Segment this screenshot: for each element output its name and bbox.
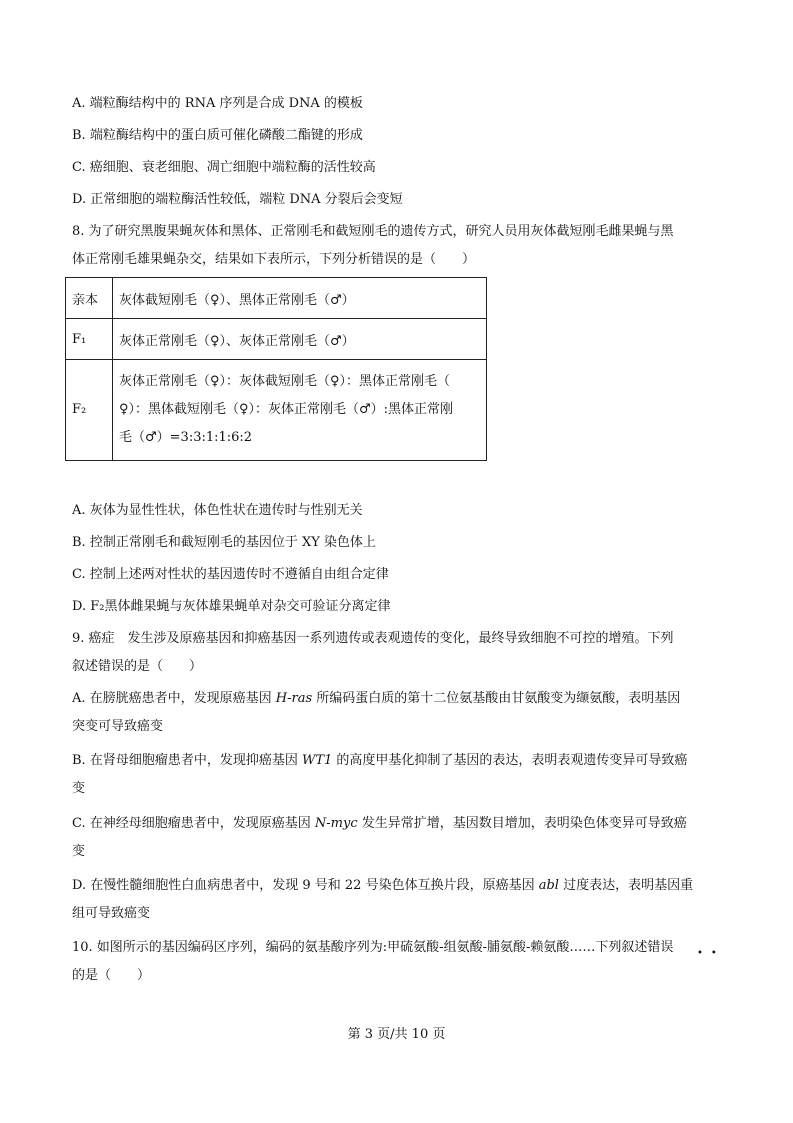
q8-stem-line1: 8. 为了研究黑腹果蝇灰体和黑体、正常刚毛和截短刚毛的遗传方式，研究人员用灰体截短刚毛雌果蝇与黑: [72, 224, 674, 239]
table-row: [66, 319, 487, 360]
row-text-parent: 灰体截短刚毛（♀）、黑体正常刚毛（♂）: [113, 278, 487, 319]
row-label-f2: F₂: [66, 360, 113, 461]
q9-option-c-cont: 变: [72, 844, 86, 859]
q7-option-b: B. 端粒酶结构中的蛋白质可催化磷酸二酯键的形成: [72, 128, 363, 143]
q7-option-d: D. 正常细胞的端粒酶活性较低，端粒 DNA 分裂后会变短: [72, 192, 403, 207]
row-text-f2: [113, 360, 487, 461]
page-footer: 第 3 页/共 10 页: [347, 1027, 446, 1042]
q7-option-a: A. 端粒酶结构中的 RNA 序列是合成 DNA 的模板: [72, 96, 363, 111]
q8-option-a: A. 灰体为显性性状，体色性状在遗传时与性别无关: [72, 503, 363, 518]
gene-abl: abl: [538, 878, 559, 893]
row-label-f1: F₁: [66, 319, 113, 360]
q9-option-a: A. 在膀胱癌患者中，发现原癌基因 H-ras 所编码蛋白质的第十二位氨基酸由甘氨酸变为缬氨酸，表明基因: [72, 691, 681, 706]
f2-line1: 灰体正常刚毛（♀）：灰体截短刚毛（♀）：黑体正常刚毛（: [119, 374, 451, 389]
q9-stem-line1: 9. 癌症 发生涉及原癌基因和抑癌基因一系列遗传或表观遗传的变化，最终导致细胞不可控的增殖。下列: [72, 631, 674, 646]
q9-option-a-cont: 突变可导致癌变: [72, 719, 164, 734]
q10-stem-line1: 10. 如图所示的基因编码区序列，编码的氨基酸序列为:甲硫氨酸-组氨酸-脯氨酸-赖氨酸……下列叙述错误: [72, 940, 674, 955]
q9-option-b-cont: 变: [72, 781, 86, 796]
cross-result-table: [65, 277, 487, 461]
f2-line3: 毛（♂）=3:3:1:1:6:2: [119, 430, 253, 445]
q9-option-b: B. 在肾母细胞瘤患者中，发现抑癌基因 WT1 的高度甲基化抑制了基因的表达，表明表观遗传变异可导致癌: [72, 753, 688, 768]
q8-stem-line2: 体正常刚毛雄果蝇杂交，结果如下表所示，下列分析错误的是（ ）: [72, 252, 476, 267]
row-label-parent: 亲本: [66, 278, 113, 319]
gene-h-ras: H-ras: [275, 691, 313, 706]
f2-line2: ♀）：黑体截短刚毛（♀）：灰体正常刚毛（♂）:黑体正常刚: [119, 402, 454, 417]
emphasis-dots: ••: [697, 948, 725, 959]
q8-option-d: D. F₂黑体雌果蝇与灰体雄果蝇单对杂交可验证分离定律: [72, 599, 391, 614]
gene-wt1: WT1: [301, 753, 333, 768]
q7-option-c: C. 癌细胞、衰老细胞、凋亡细胞中端粒酶的活性较高: [72, 160, 376, 175]
q9-option-d: D. 在慢性髓细胞性白血病患者中，发现 9 号和 22 号染色体互换片段，原癌基因 abl 过度表达，表明基因重: [72, 878, 694, 893]
q9-stem-line2: 叙述错误的是（ ）: [72, 659, 203, 674]
q8-option-b: B. 控制正常刚毛和截短刚毛的基因位于 XY 染色体上: [72, 535, 376, 550]
row-text-f1: 灰体正常刚毛（♀）、灰体正常刚毛（♂）: [113, 319, 487, 360]
q9-option-d-cont: 组可导致癌变: [72, 906, 151, 921]
q8-option-c: C. 控制上述两对性状的基因遗传时不遵循自由组合定律: [72, 567, 389, 582]
table-row: [66, 360, 487, 461]
table-row: [66, 278, 487, 319]
q10-stem-line2: 的是（ ）: [72, 968, 151, 983]
q9-option-c: C. 在神经母细胞瘤患者中，发现原癌基因 N-myc 发生异常扩增，基因数目增加，表明染色体变异可导致癌: [72, 816, 687, 831]
gene-n-myc: N-myc: [314, 816, 358, 831]
